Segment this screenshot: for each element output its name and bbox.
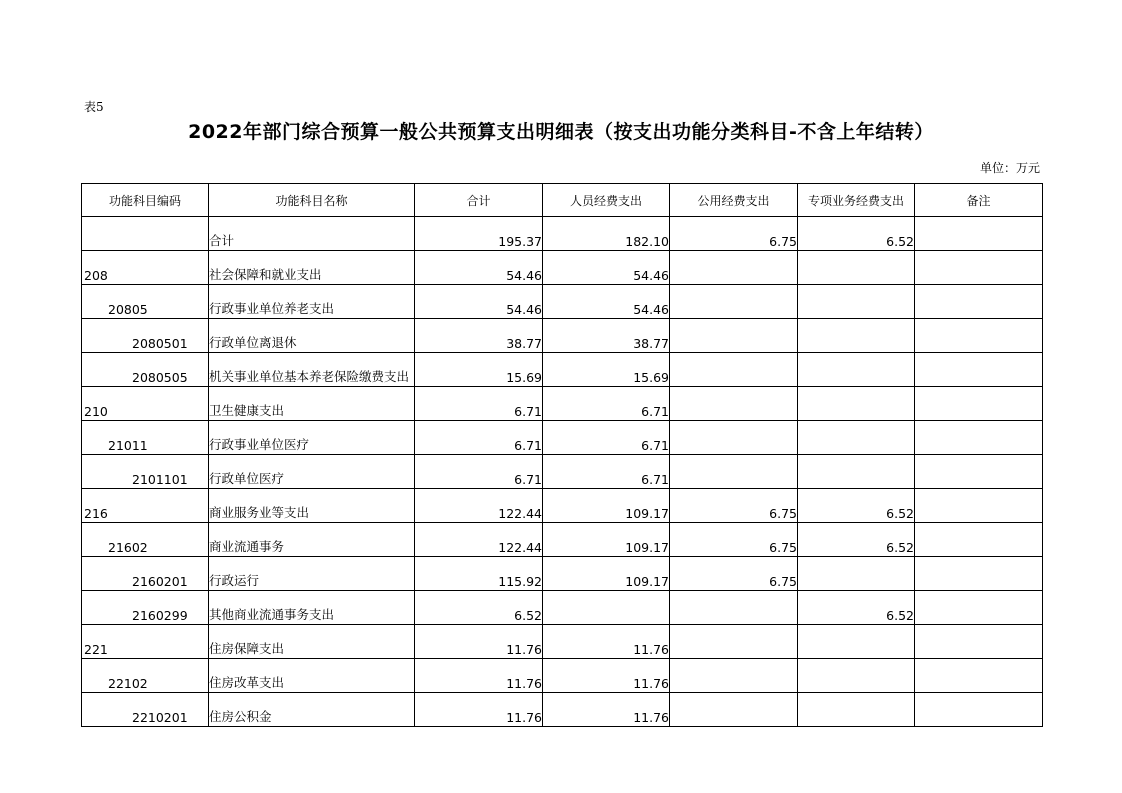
cell-public [670, 285, 798, 319]
cell-total: 122.44 [415, 489, 543, 523]
cell-note [915, 625, 1043, 659]
cell-note [915, 659, 1043, 693]
cell-name: 商业流通事务 [209, 523, 415, 557]
cell-name: 合计 [209, 217, 415, 251]
cell-code: 2160201 [82, 557, 209, 591]
cell-special [798, 455, 915, 489]
cell-total: 115.92 [415, 557, 543, 591]
table-body [82, 217, 1043, 727]
cell-name: 行政事业单位养老支出 [209, 285, 415, 319]
cell-total: 11.76 [415, 693, 543, 727]
column-header-note: 备注 [915, 184, 1043, 217]
table-row [82, 421, 1043, 455]
cell-personnel: 11.76 [543, 693, 670, 727]
table-row [82, 557, 1043, 591]
cell-note [915, 285, 1043, 319]
cell-code: 21602 [82, 523, 209, 557]
page-title: 2022年部门综合预算一般公共预算支出明细表（按支出功能分类科目-不含上年结转） [188, 121, 934, 143]
cell-total: 6.71 [415, 421, 543, 455]
table-row [82, 319, 1043, 353]
cell-code: 2160299 [82, 591, 209, 625]
cell-special: 6.52 [798, 523, 915, 557]
table-row [82, 523, 1043, 557]
budget-table [81, 183, 1043, 727]
table-row [82, 625, 1043, 659]
cell-name: 行政运行 [209, 557, 415, 591]
cell-name: 卫生健康支出 [209, 387, 415, 421]
column-header-total: 合计 [415, 184, 543, 217]
cell-name: 行政单位医疗 [209, 455, 415, 489]
cell-public [670, 455, 798, 489]
cell-personnel: 6.71 [543, 421, 670, 455]
cell-personnel: 11.76 [543, 659, 670, 693]
cell-personnel: 6.71 [543, 455, 670, 489]
cell-code: 2101101 [82, 455, 209, 489]
table-row [82, 489, 1043, 523]
cell-special: 6.52 [798, 217, 915, 251]
cell-code: 216 [82, 489, 209, 523]
cell-name: 机关事业单位基本养老保险缴费支出 [209, 353, 415, 387]
cell-note [915, 557, 1043, 591]
cell-personnel: 109.17 [543, 489, 670, 523]
cell-total: 54.46 [415, 285, 543, 319]
cell-special: 6.52 [798, 591, 915, 625]
cell-code: 2080501 [82, 319, 209, 353]
column-header-special: 专项业务经费支出 [798, 184, 915, 217]
cell-public: 6.75 [670, 523, 798, 557]
table-row [82, 659, 1043, 693]
table-row [82, 285, 1043, 319]
cell-total: 54.46 [415, 251, 543, 285]
cell-special [798, 557, 915, 591]
table-header-row [82, 184, 1043, 217]
cell-note [915, 455, 1043, 489]
cell-public [670, 387, 798, 421]
cell-public [670, 625, 798, 659]
cell-public [670, 319, 798, 353]
cell-special [798, 353, 915, 387]
table-row [82, 591, 1043, 625]
cell-note [915, 489, 1043, 523]
cell-public [670, 421, 798, 455]
table-row [82, 455, 1043, 489]
cell-special [798, 387, 915, 421]
cell-code: 221 [82, 625, 209, 659]
column-header-name: 功能科目名称 [209, 184, 415, 217]
cell-code: 210 [82, 387, 209, 421]
cell-name: 社会保障和就业支出 [209, 251, 415, 285]
cell-note [915, 387, 1043, 421]
cell-special [798, 285, 915, 319]
cell-note [915, 217, 1043, 251]
cell-name: 住房保障支出 [209, 625, 415, 659]
cell-public [670, 251, 798, 285]
cell-total: 122.44 [415, 523, 543, 557]
table-row [82, 251, 1043, 285]
cell-personnel: 54.46 [543, 285, 670, 319]
table-row [82, 387, 1043, 421]
cell-name: 其他商业流通事务支出 [209, 591, 415, 625]
table-row [82, 693, 1043, 727]
cell-total: 6.71 [415, 387, 543, 421]
column-header-public: 公用经费支出 [670, 184, 798, 217]
cell-special: 6.52 [798, 489, 915, 523]
cell-personnel [543, 591, 670, 625]
cell-special [798, 659, 915, 693]
cell-code: 2080505 [82, 353, 209, 387]
cell-personnel: 109.17 [543, 557, 670, 591]
cell-total: 15.69 [415, 353, 543, 387]
cell-special [798, 319, 915, 353]
cell-note [915, 523, 1043, 557]
cell-personnel: 38.77 [543, 319, 670, 353]
cell-note [915, 251, 1043, 285]
table-label: 表5 [84, 100, 104, 114]
cell-personnel: 6.71 [543, 387, 670, 421]
cell-name: 住房公积金 [209, 693, 415, 727]
cell-code: 22102 [82, 659, 209, 693]
cell-note [915, 693, 1043, 727]
cell-personnel: 54.46 [543, 251, 670, 285]
cell-note [915, 353, 1043, 387]
cell-note [915, 591, 1043, 625]
cell-special [798, 625, 915, 659]
cell-personnel: 11.76 [543, 625, 670, 659]
cell-total: 6.52 [415, 591, 543, 625]
cell-special [798, 693, 915, 727]
cell-personnel: 182.10 [543, 217, 670, 251]
unit-label: 单位：万元 [979, 161, 1040, 175]
cell-code: 21011 [82, 421, 209, 455]
cell-name: 住房改革支出 [209, 659, 415, 693]
cell-public [670, 353, 798, 387]
cell-code: 20805 [82, 285, 209, 319]
cell-total: 6.71 [415, 455, 543, 489]
column-header-code: 功能科目编码 [82, 184, 209, 217]
cell-code: 208 [82, 251, 209, 285]
cell-code [82, 217, 209, 251]
cell-public [670, 591, 798, 625]
cell-public: 6.75 [670, 217, 798, 251]
cell-special [798, 421, 915, 455]
cell-total: 11.76 [415, 625, 543, 659]
cell-name: 行政事业单位医疗 [209, 421, 415, 455]
cell-note [915, 319, 1043, 353]
cell-personnel: 109.17 [543, 523, 670, 557]
cell-total: 11.76 [415, 659, 543, 693]
cell-name: 商业服务业等支出 [209, 489, 415, 523]
cell-total: 195.37 [415, 217, 543, 251]
cell-name: 行政单位离退休 [209, 319, 415, 353]
column-header-personnel: 人员经费支出 [543, 184, 670, 217]
cell-note [915, 421, 1043, 455]
cell-public [670, 659, 798, 693]
table-row [82, 217, 1043, 251]
cell-special [798, 251, 915, 285]
cell-public [670, 693, 798, 727]
cell-personnel: 15.69 [543, 353, 670, 387]
cell-code: 2210201 [82, 693, 209, 727]
cell-total: 38.77 [415, 319, 543, 353]
table-row [82, 353, 1043, 387]
cell-public: 6.75 [670, 557, 798, 591]
cell-public: 6.75 [670, 489, 798, 523]
